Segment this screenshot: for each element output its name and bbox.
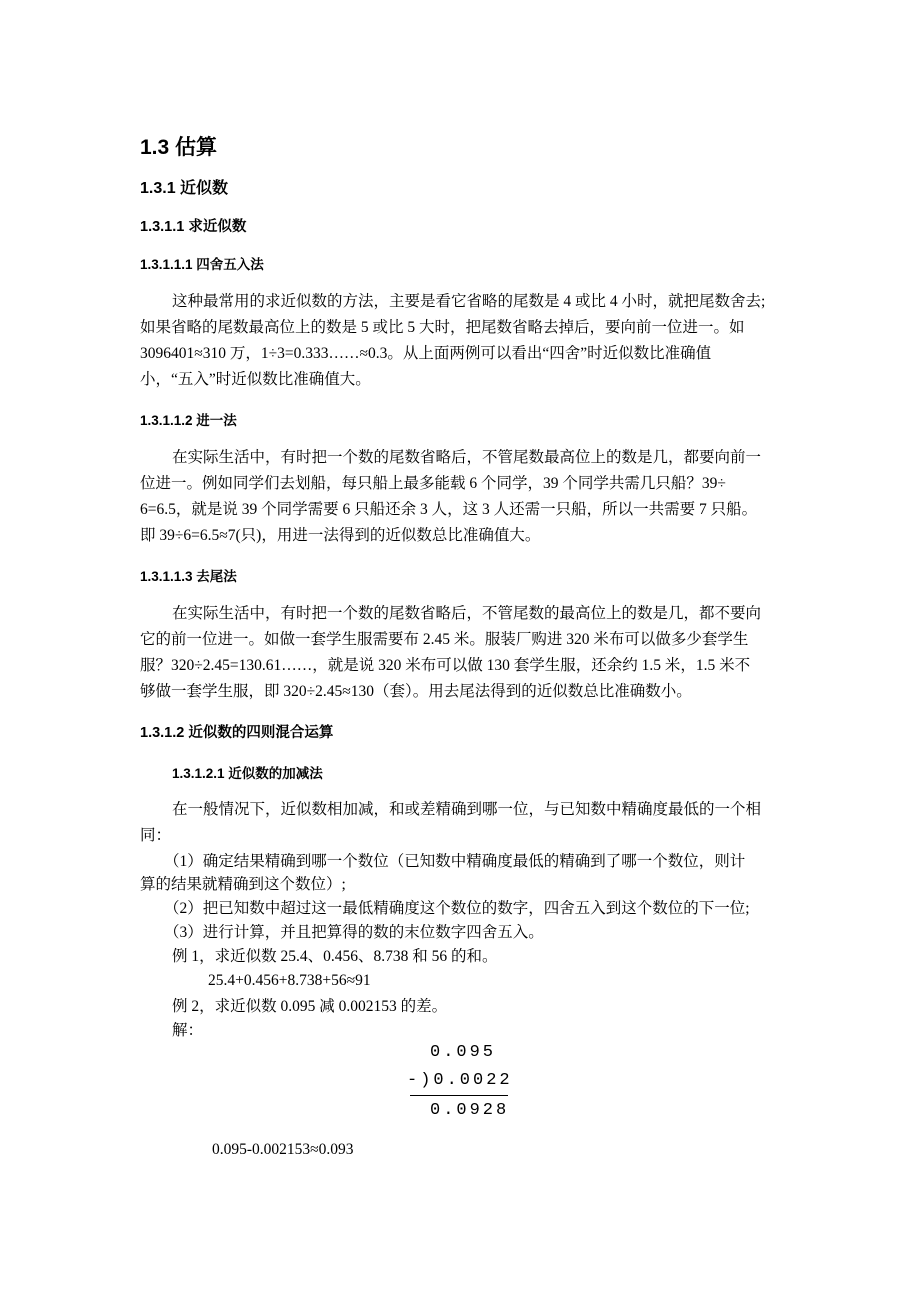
example-1-formula: 25.4+0.456+8.738+56≈91 (208, 972, 371, 989)
paragraph-line: 服？320÷2.45=130.61……，就是说 320 米布可以做 130 套学生服，还余约 1.5 米，1.5 米不 (140, 657, 751, 674)
calc-difference: 0.0928 (430, 1101, 510, 1120)
paragraph-line: 小，“五入”时近似数比准确值大。 (140, 371, 371, 388)
paragraph-line: 即 39÷6=6.5≈7(只)，用进一法得到的近似数总比准确值大。 (140, 527, 541, 544)
paragraph-line: 同： (140, 827, 172, 844)
example-2: 例 2，求近似数 0.095 减 0.002153 的差。 (172, 998, 448, 1015)
heading-1-3-1: 1.3.1 近似数 (140, 180, 229, 197)
paragraph-line: （1）确定结果精确到哪一个数位（已知数中精确度最低的精确到了哪一个数位，则计 (164, 853, 746, 870)
paragraph-line: 6=6.5，就是说 39 个同学需要 6 只船还余 3 人，这 3 人还需一只船，所以一共需要 7 只船。 (140, 501, 758, 518)
paragraph-line: 3096401≈310 万，1÷3=0.333……≈0.3。从上面两例可以看出“四舍”时近似数比准确值 (140, 345, 712, 362)
heading-mixed-operations: 1.3.1.2 近似数的四则混合运算 (140, 725, 334, 741)
paragraph-line: 在一般情况下，近似数相加减，和或差精确到哪一位，与已知数中精确度最低的一个相 (172, 801, 762, 818)
heading-truncate: 1.3.1.1.3 去尾法 (140, 569, 237, 584)
paragraph-line: 在实际生活中，有时把一个数的尾数省略后，不管尾数的最高位上的数是几，都不要向 (172, 605, 762, 622)
heading-round-up: 1.3.1.1.2 进一法 (140, 413, 237, 428)
solution-label: 解： (172, 1022, 204, 1039)
paragraph-line: 这种最常用的求近似数的方法，主要是看它省略的尾数是 4 或比 4 小时，就把尾数舍去; (172, 293, 766, 310)
example-1: 例 1，求近似数 25.4、0.456、8.738 和 56 的和。 (172, 948, 498, 965)
paragraph-line: 位进一。例如同学们去划船，每只船上最多能载 6 个同学，39 个同学共需几只船？39÷ (140, 475, 726, 492)
paragraph-line: 算的结果就精确到这个数位）; (140, 876, 346, 893)
calc-minuend: 0.095 (430, 1043, 497, 1062)
calc-underline (410, 1095, 508, 1096)
paragraph-line: 如果省略的尾数最高位上的数是 5 或比 5 大时，把尾数省略去掉后，要向前一位进一。如 (140, 319, 745, 336)
paragraph-line: （2）把已知数中超过这一最低精确度这个数位的数字，四舍五入到这个数位的下一位; (164, 900, 750, 917)
paragraph-line: 够做一套学生服，即 320÷2.45≈130（套）。用去尾法得到的近似数总比准确数小。 (140, 683, 692, 700)
paragraph-line: 它的前一位进一。如做一套学生服需要布 2.45 米。服装厂购进 320 米布可以做多少套学生 (140, 631, 749, 648)
calc-result: 0.095-0.002153≈0.093 (212, 1141, 354, 1158)
heading-1-3: 1.3 估算 (140, 136, 218, 159)
heading-1-3-1-1: 1.3.1.1 求近似数 (140, 219, 247, 235)
heading-rounding: 1.3.1.1.1 四舍五入法 (140, 257, 264, 272)
paragraph-line: （3）进行计算，并且把算得的数的末位数字四舍五入。 (164, 924, 544, 941)
calc-subtrahend: -)0.0022 (407, 1071, 513, 1090)
paragraph-line: 在实际生活中，有时把一个数的尾数省略后，不管尾数最高位上的数是几，都要向前一 (172, 449, 762, 466)
heading-add-subtract: 1.3.1.2.1 近似数的加减法 (172, 766, 323, 781)
